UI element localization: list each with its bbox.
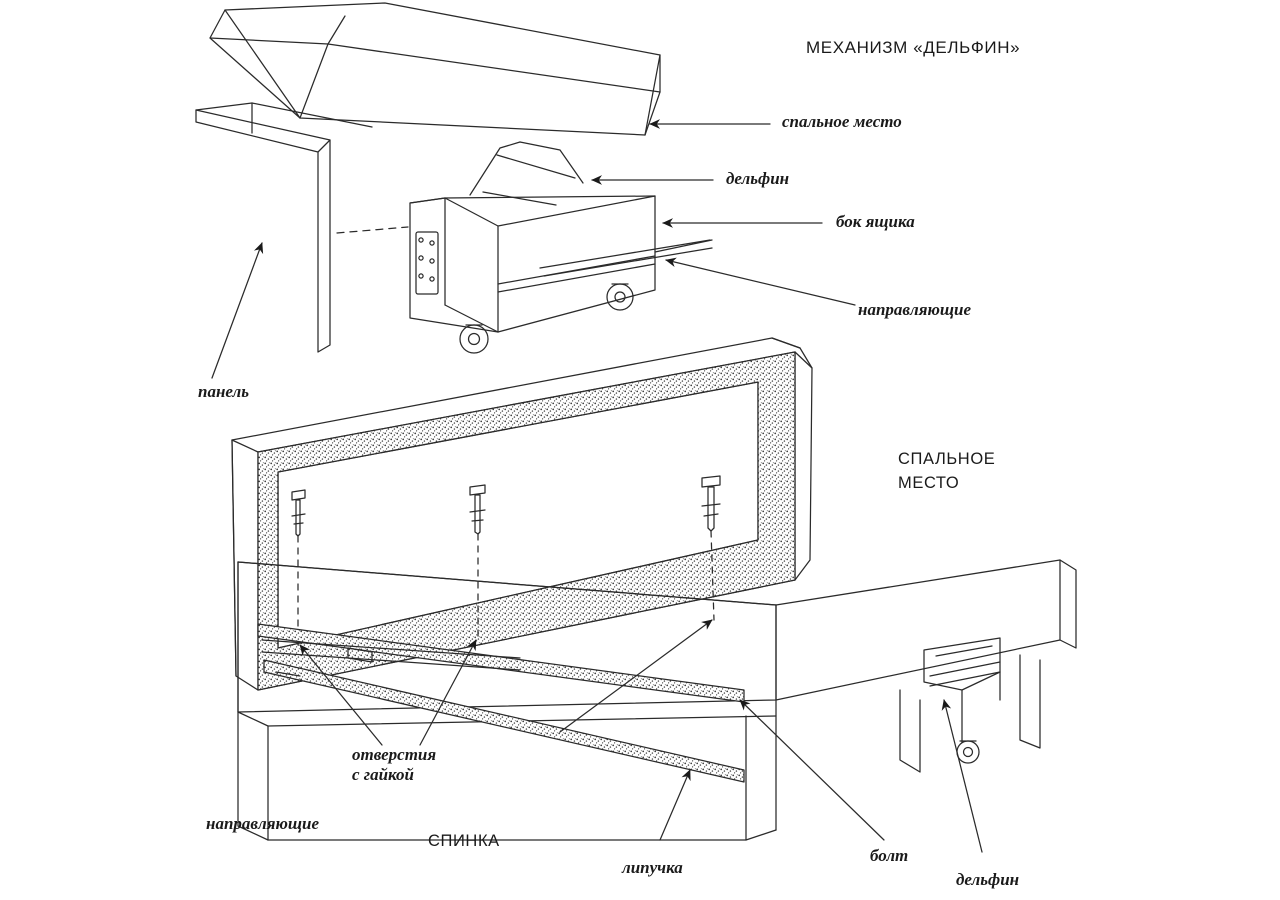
label-back: СПИНКА: [428, 832, 500, 850]
label-velcro: липучка: [622, 858, 683, 877]
label-drawer-side: бок ящика: [836, 212, 915, 231]
label-panel: панель: [198, 382, 250, 401]
label-sleeping-place-block-line1: СПАЛЬНОЕ: [898, 450, 996, 468]
label-bolt: болт: [870, 846, 909, 865]
title-mechanism-dolphin: МЕХАНИЗМ «ДЕЛЬФИН»: [806, 38, 1021, 57]
label-holes-line1: отверстия: [352, 745, 437, 764]
label-dolphin-bottom: дельфин: [956, 870, 1020, 889]
label-sleeping-place-top: спальное место: [782, 112, 902, 131]
label-rails-top: направляющие: [858, 300, 972, 319]
label-sleeping-place-block-line2: МЕСТО: [898, 474, 960, 492]
label-dolphin-top: дельфин: [726, 169, 790, 188]
label-rails-bottom: направляющие: [206, 814, 320, 833]
label-holes-line2: с гайкой: [352, 765, 414, 784]
